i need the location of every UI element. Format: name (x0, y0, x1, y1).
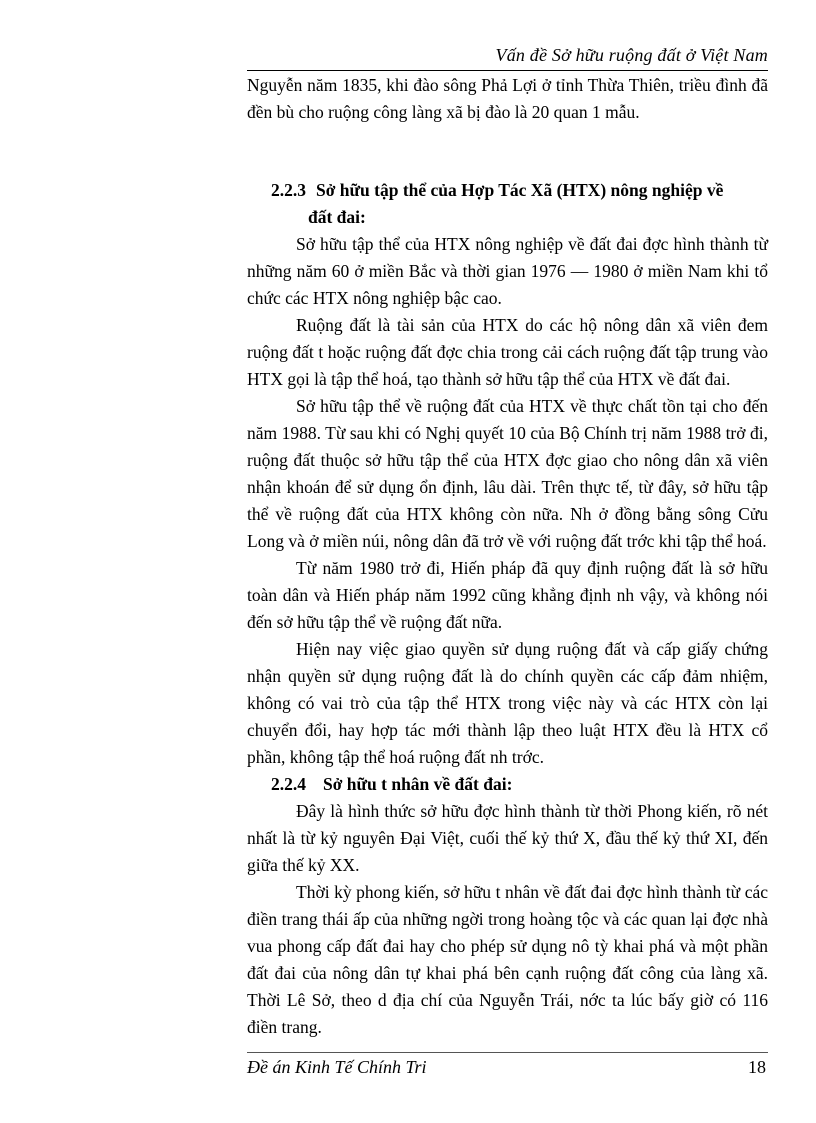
footer-divider (247, 1052, 768, 1053)
section-title-line2: đất đai: (308, 207, 366, 227)
paragraph: Sở hữu tập thể về ruộng đất của HTX về thực chất tồn tại cho đến năm 1988. Từ sau khi có Nghị quyết 10 của Bộ Chính trị năm 1988 trở đi, ruộng đất thuộc sở hữu tập thể của HTX đợc giao cho nông dân xã viên nhận khoán để sử dụng ổn định, lâu dài. Trên thực tế, từ đây, sở hữu tập thể về ruộng đất của HTX không còn nữa. Nh ở đồng bằng sông Cửu Long và ở miền núi, nông dân đã trở về với ruộng đất trớc khi tập thể hoá. (247, 396, 768, 551)
footer-title: Đề án Kinh Tế Chính Tri (247, 1057, 427, 1077)
running-header: Vấn đề Sở hữu ruộng đất ở Việt Nam (495, 45, 768, 65)
page-number: 18 (748, 1057, 766, 1077)
section-title-line1: Sở hữu tập thể của Hợp Tác Xã (HTX) nông nghiệp về (316, 180, 724, 200)
paragraph: Đây là hình thức sở hữu đợc hình thành từ thời Phong kiến, rõ nét nhất là từ kỷ nguyên Đại Việt, cuối thế kỷ thứ X, đầu thế kỷ thứ XI, đến giữa thế kỷ XX. (247, 801, 768, 875)
paragraph: Từ năm 1980 trở đi, Hiến pháp đã quy định ruộng đất là sở hữu toàn dân và Hiến pháp năm 1992 cũng khẳng định nh vậy, và không nói đến sở hữu tập thể về ruộng đất nữa. (247, 558, 768, 632)
section-title: Sở hữu t nhân về đất đai: (323, 774, 513, 794)
paragraph: Ruộng đất là tài sản của HTX do các hộ nông dân xã viên đem ruộng đất t hoặc ruộng đất đợc chia trong cải cách ruộng đất tập trung vào HTX gọi là tập thể hoá, tạo thành sở hữu tập thể của HTX về đất đai. (247, 315, 768, 389)
section-heading-2-2-4 (247, 771, 768, 798)
paragraph: Sở hữu tập thể của HTX nông nghiệp về đất đai đợc hình thành từ những năm 60 ở miền Bắc và thời gian 1976 — 1980 ở miền Nam khi tổ chức các HTX nông nghiệp bậc cao. (247, 234, 768, 308)
paragraph-continued: Nguyễn năm 1835, khi đào sông Phả Lợi ở tỉnh Thừa Thiên, triều đình đã đền bù cho ruộng công làng xã bị đào là 20 quan 1 mẫu. (247, 75, 768, 122)
section-number: 2.2.3 (271, 180, 306, 200)
page-body (247, 72, 768, 1041)
section-heading-2-2-3 (247, 177, 768, 204)
paragraph: Thời kỳ phong kiến, sở hữu t nhân về đất đai đợc hình thành từ các điền trang thái ấp của những ngời trong hoàng tộc và các quan lại đợc nhà vua phong cấp đất đai hay cho phép sử dụng nô tỳ khai phá và một phần đất đai của nông dân tự khai phá bên cạnh ruộng đất công của làng xã. Thời Lê Sở, theo d địa chí của Nguyễn Trái, nớc ta lúc bấy giờ có 116 điền trang. (247, 882, 768, 1037)
section-number: 2.2.4 (271, 774, 306, 794)
header-divider (247, 70, 768, 71)
paragraph: Hiện nay việc giao quyền sử dụng ruộng đất và cấp giấy chứng nhận quyền sử dụng ruộng đất là do chính quyền các cấp đảm nhiệm, không có vai trò của tập thể HTX trong việc này và các HTX còn lại chuyển đổi, hay hợp tác mới thành lập theo luật HTX đều là HTX cổ phần, không tập thể hoá ruộng đất nh trớc. (247, 639, 768, 767)
